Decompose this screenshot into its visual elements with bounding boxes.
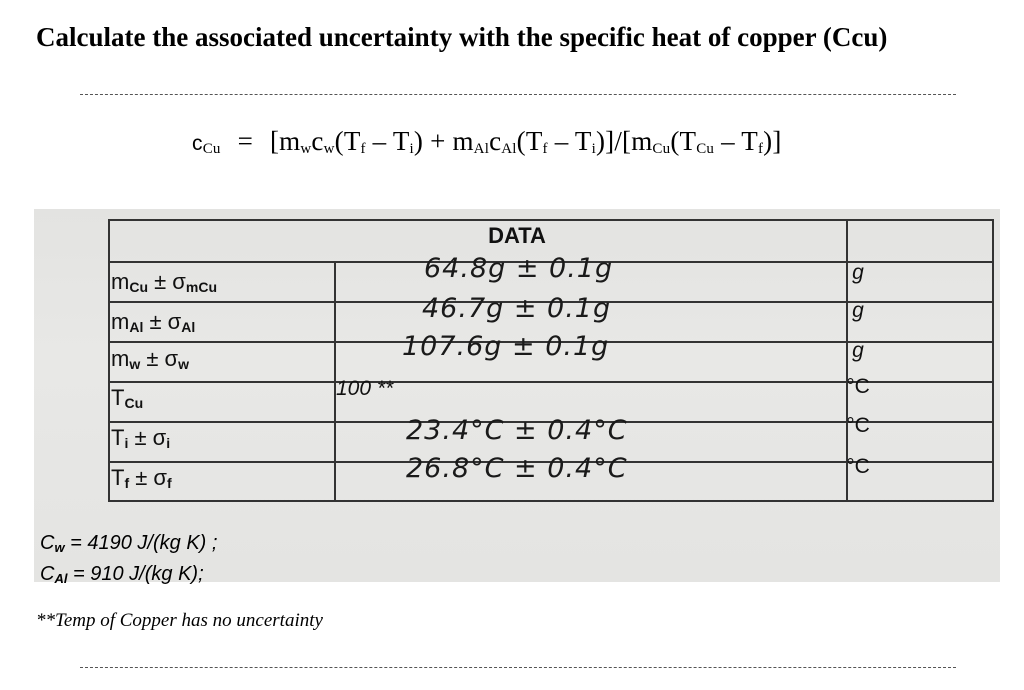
- table-border-left: [108, 219, 110, 502]
- unit-ti: °C: [846, 414, 870, 437]
- row-label-ti: $T_i \pm \sigma_i$: [111, 425, 171, 451]
- constant-cal: $C_{Al} = 910$ J/(kg K);: [40, 563, 204, 586]
- dashed-divider-bottom: [80, 667, 956, 668]
- dashed-divider-top: [80, 94, 956, 95]
- constant-cw: $C_w = 4190$ J/(kg K) ;: [40, 532, 218, 555]
- table-border-top: [108, 219, 994, 221]
- page-title: Calculate the associated uncertainty with the specific heat of copper (Ccu): [36, 22, 888, 52]
- row-label-tf: $T_f \pm \sigma_f$: [111, 465, 172, 491]
- row-label-mal: $m_{Al} \pm \sigma_{Al}$: [111, 309, 196, 335]
- data-table-photo: [34, 209, 1000, 582]
- unit-mal: g: [852, 299, 864, 322]
- data-header: DATA: [488, 223, 546, 248]
- constants-block: [40, 530, 217, 592]
- unit-tf: °C: [846, 455, 870, 478]
- footnote: **Temp of Copper has no uncertainty: [36, 610, 323, 631]
- unit-mcu: g: [852, 261, 864, 284]
- value-mal: 46.7g ± 0.1g: [422, 293, 612, 324]
- value-ti: 23.4°C ± 0.4°C: [406, 415, 628, 446]
- row-label-mw: $m_w \pm \sigma_w$: [111, 346, 189, 372]
- value-mcu: 64.8g ± 0.1g: [424, 253, 614, 284]
- row-label-mcu: $m_{Cu} \pm \sigma_{mCu}$: [111, 269, 218, 295]
- table-border-bottom: [108, 500, 994, 502]
- value-mw: 107.6g ± 0.1g: [402, 331, 610, 362]
- unit-tcu: °C: [846, 375, 870, 398]
- table-border-right: [992, 219, 994, 502]
- unit-mw: g: [852, 339, 864, 362]
- value-tcu: 100 **: [336, 377, 394, 400]
- value-tf: 26.8°C ± 0.4°C: [406, 453, 628, 484]
- row-label-tcu: $T_{Cu}$: [111, 385, 144, 411]
- specific-heat-formula: $c_{Cu} = [m_wc_w(T_f - T_i) + m_{Al}c_{Al}(T_f - T_i)]/[m_{Cu}(T_{Cu} - T_f)]$: [192, 126, 782, 157]
